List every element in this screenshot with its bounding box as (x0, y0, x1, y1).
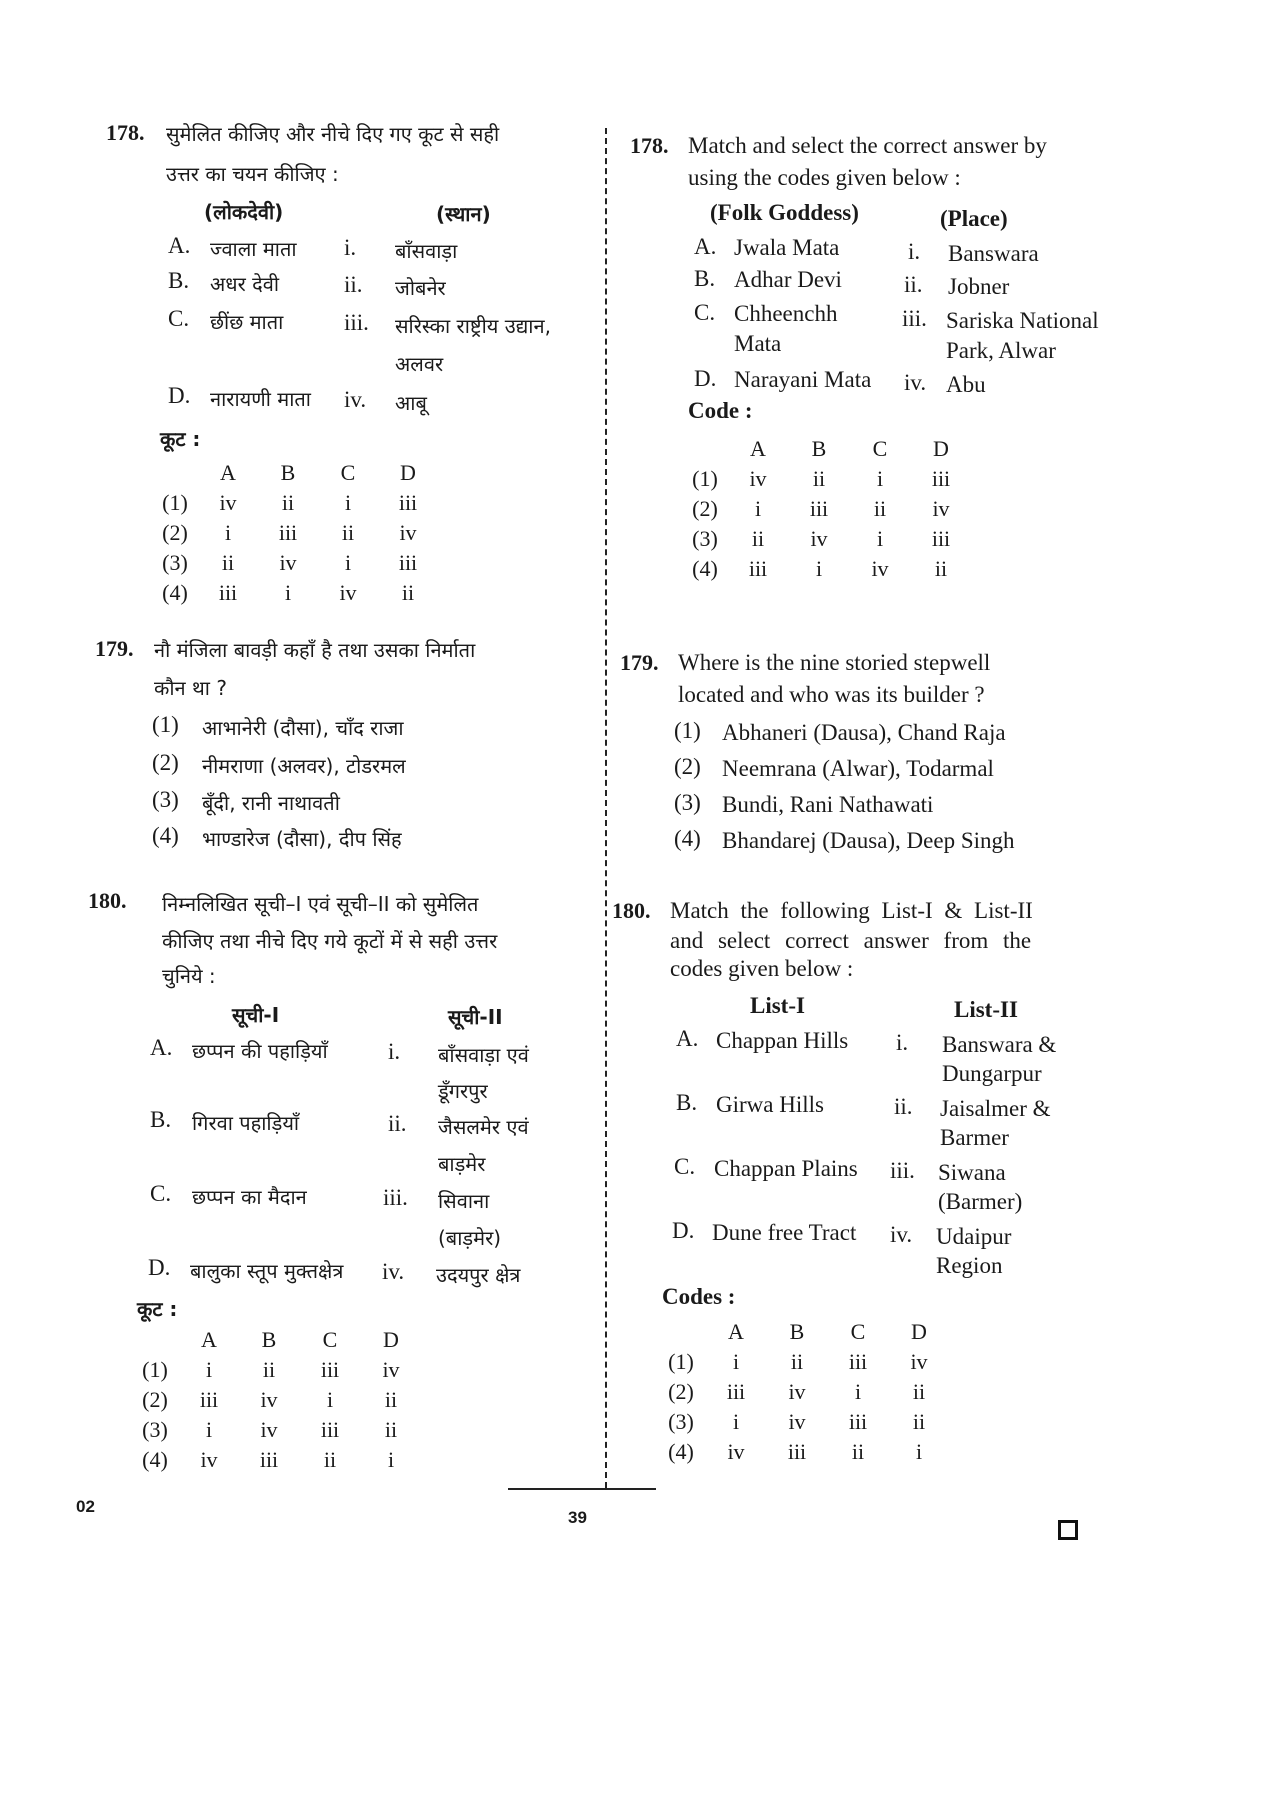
code-option-row[interactable] (130, 1355, 422, 1385)
code-header-row (152, 458, 438, 488)
match-key: C. (694, 300, 716, 325)
code-option-number: (1) (668, 1349, 694, 1374)
code-cell: iii (278, 520, 298, 545)
match-place: जोबनेर (395, 276, 446, 300)
option-text[interactable]: नीमराणा (अलवर), टोडरमल (202, 754, 406, 778)
code-col-d: D (933, 436, 949, 461)
match-key: A. (150, 1035, 173, 1060)
match-place-cont: अलवर (395, 352, 444, 376)
code-cell: i (815, 556, 823, 581)
code-cell: i (854, 1379, 862, 1404)
code-cell: i (284, 580, 292, 605)
question-stem: Where is the nine storied stepwell (678, 650, 991, 675)
code-cell: iii (931, 526, 951, 551)
option-text[interactable]: Bhandarej (Dausa), Deep Singh (722, 828, 1015, 853)
match-place: Banswara & (942, 1032, 1057, 1057)
code-cell: iii (398, 550, 418, 575)
match-item: Narayani Mata (734, 367, 872, 392)
match-key: B. (168, 268, 190, 293)
match-place: Sariska National (946, 308, 1099, 333)
match-key: D. (672, 1218, 695, 1243)
code-col-b: B (261, 1327, 277, 1352)
code-cell: i (344, 490, 352, 515)
code-cell: ii (384, 1387, 398, 1412)
column-heading: (Folk Goddess) (710, 200, 859, 225)
question-number: 180. (88, 888, 127, 913)
code-cell: i (754, 496, 762, 521)
match-key: D. (148, 1255, 171, 1280)
code-cell: ii (751, 526, 765, 551)
answer-codes-table (152, 458, 438, 608)
match-item: Jwala Mata (734, 235, 840, 260)
code-cell: ii (934, 556, 948, 581)
match-place-cont: (बाड़मेर) (438, 1226, 502, 1250)
match-item: छप्पन की पहाड़ियाँ (192, 1039, 328, 1063)
roman-numeral: ii. (344, 272, 363, 297)
code-cell: iii (809, 496, 829, 521)
code-cell: iii (787, 1439, 807, 1464)
code-cell: iii (398, 490, 418, 515)
code-cell: iii (259, 1447, 279, 1472)
option-number: (3) (674, 790, 701, 815)
code-cell: i (876, 466, 884, 491)
code-cell: iv (788, 1409, 806, 1434)
match-place-cont: Region (936, 1253, 1003, 1278)
match-place: Udaipur (936, 1224, 1012, 1249)
footer-rule (508, 1488, 656, 1490)
code-label: Codes : (662, 1284, 736, 1309)
code-col-a: A (750, 436, 766, 461)
question-stem: कीजिए तथा नीचे दिए गये कूटों में से सही उत्तर (162, 929, 498, 953)
code-cell: iv (788, 1379, 806, 1404)
match-place: Banswara (948, 241, 1039, 266)
answer-codes-table (682, 434, 972, 584)
question-number: 180. (612, 898, 651, 923)
question-stem: Match and select the correct answer by (688, 133, 1047, 158)
match-item: छींछ माता (210, 310, 284, 334)
code-cell: iii (748, 556, 768, 581)
code-col-b: B (280, 460, 296, 485)
code-cell: iii (726, 1379, 746, 1404)
match-item: बालुका स्तूप मुक्तक्षेत्र (190, 1259, 344, 1283)
match-place: सरिस्का राष्ट्रीय उद्यान, (395, 314, 551, 338)
match-place: सिवाना (438, 1189, 490, 1213)
roman-numeral: iv. (382, 1259, 405, 1284)
code-label: Code : (688, 398, 753, 423)
roman-numeral: ii. (894, 1094, 913, 1119)
code-cell: ii (281, 490, 295, 515)
match-item: Chheenchh (734, 301, 838, 326)
roman-numeral: iii. (890, 1158, 915, 1183)
match-item: Girwa Hills (716, 1092, 824, 1117)
code-option-number: (3) (692, 526, 718, 551)
match-key: D. (168, 383, 191, 408)
english-column (600, 0, 1270, 1560)
code-cell: ii (851, 1439, 865, 1464)
question-number: 179. (620, 650, 659, 675)
match-item: Chappan Hills (716, 1028, 849, 1053)
code-cell: i (915, 1439, 923, 1464)
code-cell: iii (848, 1349, 868, 1374)
code-option-number: (2) (142, 1387, 168, 1412)
match-key: B. (150, 1107, 172, 1132)
column-heading: (Place) (940, 206, 1008, 231)
code-cell: ii (341, 520, 355, 545)
match-place: बाँसवाड़ा एवं (438, 1043, 529, 1067)
match-item: Adhar Devi (734, 267, 842, 292)
match-key: A. (168, 233, 191, 258)
code-cell: ii (401, 580, 415, 605)
code-cell: i (732, 1409, 740, 1434)
code-col-c: C (322, 1327, 338, 1352)
code-option-number: (3) (162, 550, 188, 575)
code-cell: ii (221, 550, 235, 575)
roman-numeral: ii. (388, 1111, 407, 1136)
code-cell: i (387, 1447, 395, 1472)
code-cell: iv (910, 1349, 928, 1374)
match-item: गिरवा पहाड़ियाँ (192, 1111, 300, 1135)
match-place: जैसलमेर एवं (438, 1115, 529, 1139)
roman-numeral: i. (908, 239, 921, 264)
roman-numeral: iv. (344, 387, 367, 412)
code-cell: ii (812, 466, 826, 491)
question-stem: चुनिये : (162, 964, 216, 988)
answer-codes-table (656, 1317, 950, 1467)
code-option-row[interactable] (656, 1377, 950, 1407)
question-stem: सुमेलित कीजिए और नीचे दिए गए कूट से सही (166, 122, 500, 146)
hindi-column (0, 0, 600, 1560)
match-place: Jaisalmer & (940, 1096, 1051, 1121)
column-heading: सूची-I (232, 1003, 280, 1027)
match-place-cont: बाड़मेर (438, 1152, 486, 1176)
code-cell: i (876, 526, 884, 551)
code-cell: iv (279, 550, 297, 575)
code-cell: i (344, 550, 352, 575)
code-cell: ii (873, 496, 887, 521)
code-option-row[interactable] (656, 1437, 950, 1467)
code-option-row[interactable] (656, 1407, 950, 1437)
code-option-number: (2) (692, 496, 718, 521)
code-col-a: A (728, 1319, 744, 1344)
code-option-row[interactable] (152, 578, 438, 608)
code-option-row[interactable] (682, 554, 972, 584)
question-stem: नौ मंजिला बावड़ी कहाँ है तथा उसका निर्माता (154, 638, 476, 662)
code-cell: iv (200, 1447, 218, 1472)
code-option-number: (2) (162, 520, 188, 545)
match-place-cont: Dungarpur (942, 1061, 1042, 1086)
match-item-cont: Mata (734, 331, 782, 356)
column-heading: (स्थान) (436, 202, 491, 226)
code-option-number: (1) (142, 1357, 168, 1382)
code-col-a: A (201, 1327, 217, 1352)
match-key: A. (676, 1026, 699, 1051)
code-cell: iii (218, 580, 238, 605)
code-option-row[interactable] (682, 524, 972, 554)
code-col-d: D (383, 1327, 399, 1352)
code-option-row[interactable] (656, 1347, 950, 1377)
option-text[interactable]: बूँदी, रानी नाथावती (202, 791, 340, 815)
option-number: (4) (674, 826, 701, 851)
code-cell: i (205, 1357, 213, 1382)
match-key: C. (674, 1154, 696, 1179)
code-col-c: C (850, 1319, 866, 1344)
match-key: B. (676, 1090, 698, 1115)
option-text[interactable]: Abhaneri (Dausa), Chand Raja (722, 720, 1006, 745)
code-cell: iv (810, 526, 828, 551)
question-stem: and select correct answer from the (670, 928, 1032, 953)
code-cell: iv (219, 490, 237, 515)
match-place: उदयपुर क्षेत्र (436, 1263, 521, 1287)
question-number: 179. (95, 636, 134, 661)
code-cell: ii (323, 1447, 337, 1472)
code-cell: iv (727, 1439, 745, 1464)
option-text[interactable]: आभानेरी (दौसा), चाँद राजा (202, 716, 404, 740)
match-place: Siwana (938, 1160, 1006, 1185)
question-number: 178. (630, 133, 669, 158)
code-option-row[interactable] (682, 494, 972, 524)
option-number: (3) (152, 787, 179, 812)
code-cell: iv (932, 496, 950, 521)
option-text[interactable]: Bundi, Rani Nathawati (722, 792, 934, 817)
match-key: C. (150, 1181, 172, 1206)
roman-numeral: iv. (890, 1222, 913, 1247)
match-place-cont: Park, Alwar (946, 338, 1056, 363)
code-option-row[interactable] (152, 548, 438, 578)
match-place: बाँसवाड़ा (395, 239, 458, 263)
code-cell: ii (912, 1409, 926, 1434)
code-option-row[interactable] (130, 1445, 422, 1475)
code-option-number: (4) (162, 580, 188, 605)
roman-numeral: iii. (902, 306, 927, 331)
code-cell: iv (871, 556, 889, 581)
code-label: कूट : (137, 1297, 178, 1321)
code-cell: iv (260, 1417, 278, 1442)
roman-numeral: iv. (904, 370, 927, 395)
question-stem: codes given below : (670, 956, 854, 981)
code-header-row (682, 434, 972, 464)
match-place-cont: डूँगरपुर (438, 1079, 488, 1103)
code-option-row[interactable] (682, 464, 972, 494)
code-cell: i (205, 1417, 213, 1442)
code-cell: iii (848, 1409, 868, 1434)
code-option-number: (3) (142, 1417, 168, 1442)
code-cell: ii (790, 1349, 804, 1374)
code-cell: iv (260, 1387, 278, 1412)
option-number: (2) (674, 754, 701, 779)
question-stem: Match the following List-I & List-II (670, 898, 1033, 923)
match-key: A. (694, 234, 717, 259)
option-text[interactable]: Neemrana (Alwar), Todarmal (722, 756, 994, 781)
option-number: (1) (674, 718, 701, 743)
column-heading: List-I (750, 993, 805, 1018)
question-stem: located and who was its builder ? (678, 682, 985, 707)
option-text[interactable]: भाण्डारेज (दौसा), दीप सिंह (202, 827, 402, 851)
code-label: कूट : (160, 427, 201, 451)
match-item: Chappan Plains (714, 1156, 858, 1181)
match-place-cont: (Barmer) (938, 1189, 1023, 1214)
question-stem: उत्तर का चयन कीजिए : (166, 162, 339, 186)
code-cell: i (224, 520, 232, 545)
code-option-row[interactable] (152, 518, 438, 548)
code-col-c: C (340, 460, 356, 485)
code-col-c: C (872, 436, 888, 461)
square-mark-icon (1058, 1520, 1078, 1540)
column-heading: सूची-II (448, 1005, 503, 1029)
booklet-code: 02 (76, 1497, 95, 1516)
match-place-cont: Barmer (940, 1125, 1009, 1150)
question-stem: निम्नलिखित सूची–I एवं सूची–II को सुमेलित (162, 892, 479, 916)
column-heading: (लोकदेवी) (204, 200, 284, 224)
code-cell: iv (399, 520, 417, 545)
code-option-row[interactable] (130, 1415, 422, 1445)
match-key: D. (694, 366, 717, 391)
match-place: आबू (395, 391, 427, 415)
code-option-number: (4) (142, 1447, 168, 1472)
code-cell: ii (912, 1379, 926, 1404)
code-cell: iv (382, 1357, 400, 1382)
code-cell: i (732, 1349, 740, 1374)
roman-numeral: iii. (344, 310, 369, 335)
match-item: छप्पन का मैदान (192, 1185, 307, 1209)
code-cell: iv (749, 466, 767, 491)
match-item: नारायणी माता (210, 387, 311, 411)
code-cell: iii (320, 1417, 340, 1442)
roman-numeral: i. (344, 235, 357, 260)
match-item: अधर देवी (210, 272, 280, 296)
code-col-d: D (911, 1319, 927, 1344)
code-col-b: B (789, 1319, 805, 1344)
answer-codes-table (130, 1325, 422, 1475)
match-key: C. (168, 306, 190, 331)
code-cell: i (326, 1387, 334, 1412)
code-col-d: D (400, 460, 416, 485)
roman-numeral: iii. (383, 1185, 408, 1210)
code-cell: ii (384, 1417, 398, 1442)
match-item: Dune free Tract (712, 1220, 857, 1245)
code-cell: iii (931, 466, 951, 491)
question-stem: कौन था ? (154, 676, 227, 700)
code-cell: iv (339, 580, 357, 605)
code-option-number: (4) (692, 556, 718, 581)
code-header-row (656, 1317, 950, 1347)
match-place: Abu (946, 372, 986, 397)
roman-numeral: i. (388, 1039, 401, 1064)
code-option-number: (1) (692, 466, 718, 491)
roman-numeral: i. (896, 1030, 909, 1055)
code-option-number: (4) (668, 1439, 694, 1464)
roman-numeral: ii. (904, 272, 923, 297)
option-number: (1) (152, 712, 179, 737)
question-stem: using the codes given below : (688, 165, 961, 190)
code-cell: ii (262, 1357, 276, 1382)
code-option-number: (3) (668, 1409, 694, 1434)
code-cell: iii (320, 1357, 340, 1382)
code-col-a: A (220, 460, 236, 485)
match-item: ज्वाला माता (210, 237, 297, 261)
option-number: (2) (152, 750, 179, 775)
question-number: 178. (106, 120, 145, 145)
code-header-row (130, 1325, 422, 1355)
match-place: Jobner (948, 274, 1010, 299)
match-key: B. (694, 266, 716, 291)
code-col-b: B (811, 436, 827, 461)
column-heading: List-II (954, 997, 1018, 1022)
code-option-number: (2) (668, 1379, 694, 1404)
code-cell: iii (199, 1387, 219, 1412)
page-number: 39 (568, 1508, 587, 1527)
code-option-row[interactable] (130, 1385, 422, 1415)
code-option-row[interactable] (152, 488, 438, 518)
code-option-number: (1) (162, 490, 188, 515)
option-number: (4) (152, 823, 179, 848)
